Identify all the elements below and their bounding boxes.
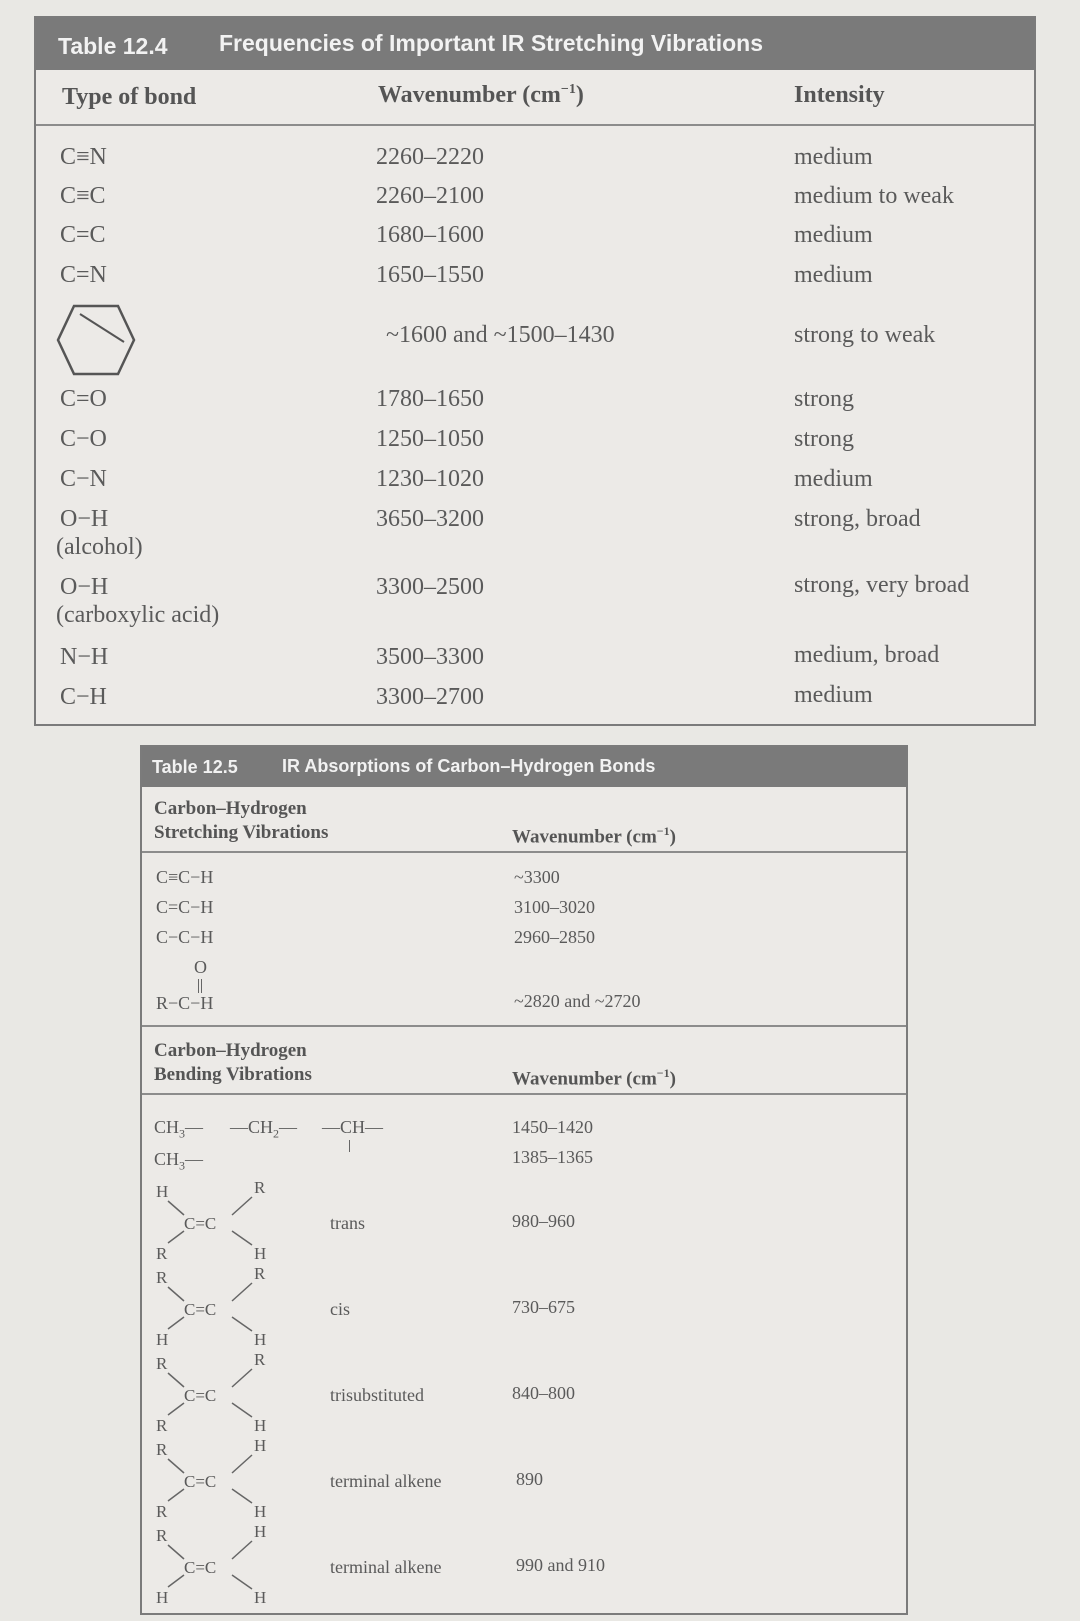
- row-intensity: medium: [794, 144, 873, 170]
- methyl-group: $CH_3—$: [154, 1117, 204, 1141]
- section-divider: [142, 1025, 906, 1027]
- bending-divider: [142, 1093, 906, 1095]
- stretching-divider: [142, 851, 906, 853]
- substituent-top-right: R: [254, 1351, 266, 1369]
- bond-line: [168, 1373, 184, 1387]
- methylene-group: $—CH_2—$: [230, 1117, 298, 1141]
- alkene-structure-1: [150, 1179, 290, 1263]
- row-bond: C=N: [60, 262, 107, 288]
- substituent-top-left: R: [156, 1268, 168, 1287]
- table-title: IR Absorptions of Carbon–Hydrogen Bonds: [282, 756, 656, 776]
- stretch-wavenumber: ~3300: [514, 867, 560, 887]
- bond-line: [232, 1575, 252, 1589]
- substituent-bottom-left: H: [156, 1330, 169, 1349]
- bond-line: [168, 1459, 184, 1473]
- alkene-wavenumber: 980–960: [512, 1211, 575, 1231]
- row-bond: O−H: [60, 506, 109, 532]
- bond-line: [168, 1201, 184, 1215]
- stretch-wavenumber: 2960–2850: [514, 927, 595, 947]
- substituent-bottom-left: R: [156, 1416, 168, 1435]
- table-number: Table 12.5: [152, 757, 238, 777]
- stretch-bond: C−C−H: [156, 927, 214, 947]
- row-bond: C=C: [60, 222, 106, 248]
- stretch-bond: C≡C−H: [156, 867, 214, 887]
- cc-double-bond: C=C: [184, 1558, 217, 1577]
- cc-double-bond: C=C: [184, 1300, 217, 1319]
- bond-line: [168, 1231, 184, 1243]
- row-intensity: medium: [794, 262, 873, 288]
- bond-line: [232, 1369, 252, 1387]
- row-bond: C−O: [60, 426, 107, 452]
- substituent-top-left: R: [156, 1354, 168, 1373]
- substituent-bottom-left: R: [156, 1244, 168, 1263]
- bond-line: [232, 1403, 252, 1417]
- alkene-structure-3: [150, 1351, 290, 1435]
- row-intensity: medium: [794, 682, 873, 708]
- row-wavenumber: 2260–2100: [376, 183, 484, 209]
- substituent-bottom-right: H: [254, 1588, 267, 1607]
- substituent-top-right: R: [254, 1265, 266, 1283]
- row-intensity: strong: [794, 386, 854, 412]
- row-intensity: medium: [794, 466, 873, 492]
- row-bond: C≡C: [60, 183, 106, 209]
- substituent-top-left: R: [156, 1526, 168, 1545]
- alkene-structure-2: [150, 1265, 290, 1349]
- cc-double-bond: C=C: [184, 1472, 217, 1491]
- header-bond: Type of bond: [62, 84, 197, 110]
- bond-line: [168, 1575, 184, 1587]
- table-title: Frequencies of Important IR Stretching Vibrations: [219, 30, 763, 56]
- bend-wavenumber: 1385–1365: [512, 1147, 593, 1167]
- substituent-bottom-right: H: [254, 1244, 267, 1263]
- substituent-bottom-right: H: [254, 1416, 267, 1435]
- row-bond: C−H: [60, 684, 107, 710]
- stretching-header: Carbon–Hydrogen Stretching Vibrations: [154, 798, 329, 843]
- bending-wavenumber-header: Wavenumber $(cm^{-1})$: [512, 1066, 676, 1090]
- row-wavenumber: 1680–1600: [376, 222, 484, 248]
- substituent-bottom-right: H: [254, 1330, 267, 1349]
- table-number: Table 12.4: [58, 33, 168, 59]
- alkene-wavenumber: 840–800: [512, 1383, 575, 1403]
- benzene-ring-icon: [54, 302, 138, 378]
- alkene-wavenumber: 990 and 910: [516, 1555, 605, 1575]
- alkene-structure-4: [150, 1437, 290, 1521]
- alkene-label: trans: [330, 1213, 365, 1233]
- row-intensity: strong, very broad: [794, 572, 970, 598]
- header-divider: [36, 124, 1034, 126]
- row-bond: C−N: [60, 466, 107, 492]
- row-wavenumber: 3300–2700: [376, 684, 484, 710]
- bond-line: [168, 1545, 184, 1559]
- substituent-top-left: R: [156, 1440, 168, 1459]
- alkene-structure-5: [150, 1523, 290, 1607]
- row-intensity: strong: [794, 426, 854, 452]
- bond-line: [168, 1317, 184, 1329]
- stretching-wavenumber-header: Wavenumber $(cm^{-1})$: [512, 824, 676, 848]
- row-wavenumber: 1250–1050: [376, 426, 484, 452]
- row-intensity: strong to weak: [794, 322, 936, 348]
- bond-line: [168, 1489, 184, 1501]
- bending-header: Carbon–Hydrogen Bending Vibrations: [154, 1040, 312, 1085]
- substituent-top-right: H: [254, 1437, 267, 1455]
- row-intensity: medium to weak: [794, 183, 954, 209]
- substituent-top-left: H: [156, 1182, 169, 1201]
- aldehyde-oxygen: O: [194, 957, 207, 977]
- header-intensity: Intensity: [794, 82, 885, 108]
- substituent-bottom-right: H: [254, 1502, 267, 1521]
- substituent-top-right: H: [254, 1523, 267, 1541]
- row-bond: C≡N: [60, 144, 107, 170]
- row-wavenumber: ~1600 and ~1500–1430: [386, 322, 615, 348]
- row-bond: O−H: [60, 574, 109, 600]
- row-wavenumber: 1230–1020: [376, 466, 484, 492]
- bond-line: [232, 1231, 252, 1245]
- row-wavenumber: 2260–2220: [376, 144, 484, 170]
- cc-double-bond: C=C: [184, 1214, 217, 1233]
- bond-line: [232, 1197, 252, 1215]
- stretch-bond: R−C−H: [156, 993, 214, 1013]
- alkene-label: trisubstituted: [330, 1385, 424, 1405]
- row-intensity: strong, broad: [794, 506, 921, 532]
- row-wavenumber: 3300–2500: [376, 574, 484, 600]
- alkene-label: terminal alkene: [330, 1471, 442, 1491]
- bond-line: [232, 1455, 252, 1473]
- header-wavenumber: Wavenumber $(cm^{-1})$: [378, 82, 584, 108]
- alkene-label: cis: [330, 1299, 350, 1319]
- bond-line: [232, 1489, 252, 1503]
- row-bond-note: (carboxylic acid): [56, 602, 220, 628]
- row-intensity: medium: [794, 222, 873, 248]
- stretch-wavenumber: 3100–3020: [514, 897, 595, 917]
- bond-line: [232, 1541, 252, 1559]
- row-wavenumber: 3650–3200: [376, 506, 484, 532]
- bond-line: [232, 1317, 252, 1331]
- stretch-bond: C=C−H: [156, 897, 214, 917]
- alkene-wavenumber: 730–675: [512, 1297, 575, 1317]
- methyl-group: $CH_3—$: [154, 1149, 204, 1173]
- alkene-wavenumber: 890: [516, 1469, 543, 1489]
- stretch-wavenumber: ~2820 and ~2720: [514, 991, 641, 1011]
- alkene-label: terminal alkene: [330, 1557, 442, 1577]
- bond-line: [168, 1403, 184, 1415]
- row-wavenumber: 3500–3300: [376, 644, 484, 670]
- table-12-4-title-bar: [36, 18, 1034, 70]
- row-wavenumber: 1780–1650: [376, 386, 484, 412]
- row-bond: C=O: [60, 386, 107, 412]
- cc-double-bond: C=C: [184, 1386, 217, 1405]
- row-bond-note: (alcohol): [56, 534, 143, 560]
- table-12-5-title-bar: [142, 747, 906, 787]
- row-wavenumber: 1650–1550: [376, 262, 484, 288]
- substituent-bottom-left: H: [156, 1588, 169, 1607]
- methine-bond: [349, 1140, 350, 1152]
- row-intensity: medium, broad: [794, 642, 940, 668]
- methine-group: —CH—: [322, 1117, 384, 1137]
- substituent-top-right: R: [254, 1179, 266, 1197]
- bend-wavenumber: 1450–1420: [512, 1117, 593, 1137]
- table-12-5: [140, 745, 908, 1615]
- bond-line: [232, 1283, 252, 1301]
- table-12-4: [34, 16, 1036, 726]
- aldehyde-double-bond: [198, 979, 202, 993]
- substituent-bottom-left: R: [156, 1502, 168, 1521]
- row-bond: N−H: [60, 644, 109, 670]
- bond-line: [168, 1287, 184, 1301]
